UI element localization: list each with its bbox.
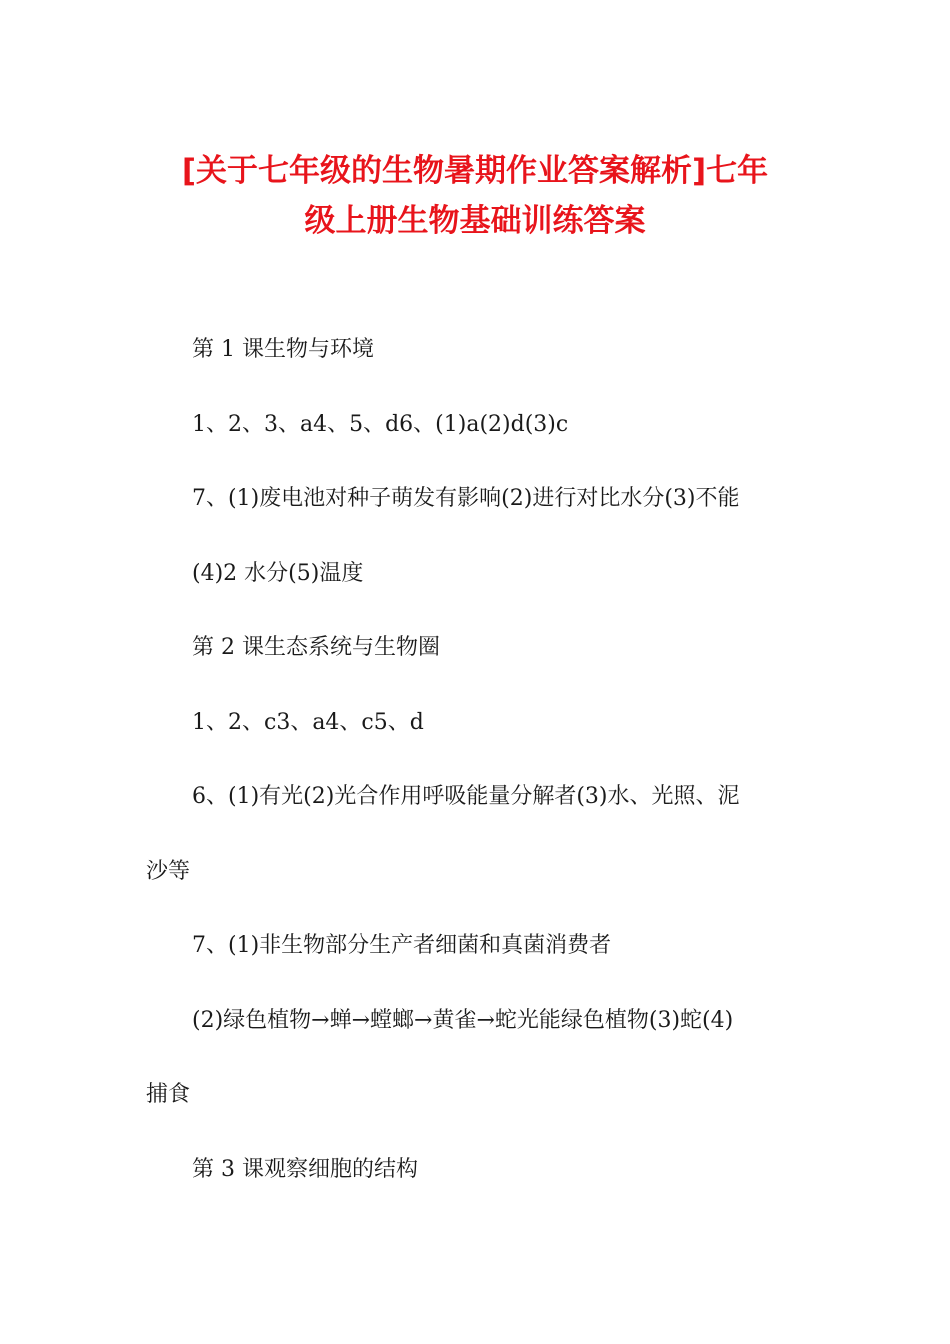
document-title xyxy=(100,146,850,246)
lesson-3-heading: 第 3 课观察细胞的结构 xyxy=(192,1157,418,1182)
paragraph-line: 沙等 xyxy=(146,859,191,884)
paragraph-line: 1、2、c3、a4、c5、d xyxy=(192,710,424,735)
lesson-1-heading: 第 1 课生物与环境 xyxy=(192,337,374,362)
paragraph-line: 6、(1)有光(2)光合作用呼吸能量分解者(3)水、光照、泥 xyxy=(192,784,740,809)
paragraph-line: 捕食 xyxy=(146,1082,191,1107)
paragraph-line: (4)2 水分(5)温度 xyxy=(192,561,364,586)
paragraph-line: 7、(1)非生物部分生产者细菌和真菌消费者 xyxy=(192,933,612,958)
title-line-1: [关于七年级的生物暑期作业答案解析]七年 xyxy=(181,153,769,189)
paragraph-line: (2)绿色植物→蝉→螳螂→黄雀→蛇光能绿色植物(3)蛇(4) xyxy=(192,1008,734,1033)
title-line-2: 级上册生物基础训练答案 xyxy=(304,203,646,239)
paragraph-line: 1、2、3、a4、5、d6、(1)a(2)d(3)c xyxy=(192,412,569,437)
lesson-2-heading: 第 2 课生态系统与生物圈 xyxy=(192,635,440,660)
paragraph-line: 7、(1)废电池对种子萌发有影响(2)进行对比水分(3)不能 xyxy=(192,486,740,511)
